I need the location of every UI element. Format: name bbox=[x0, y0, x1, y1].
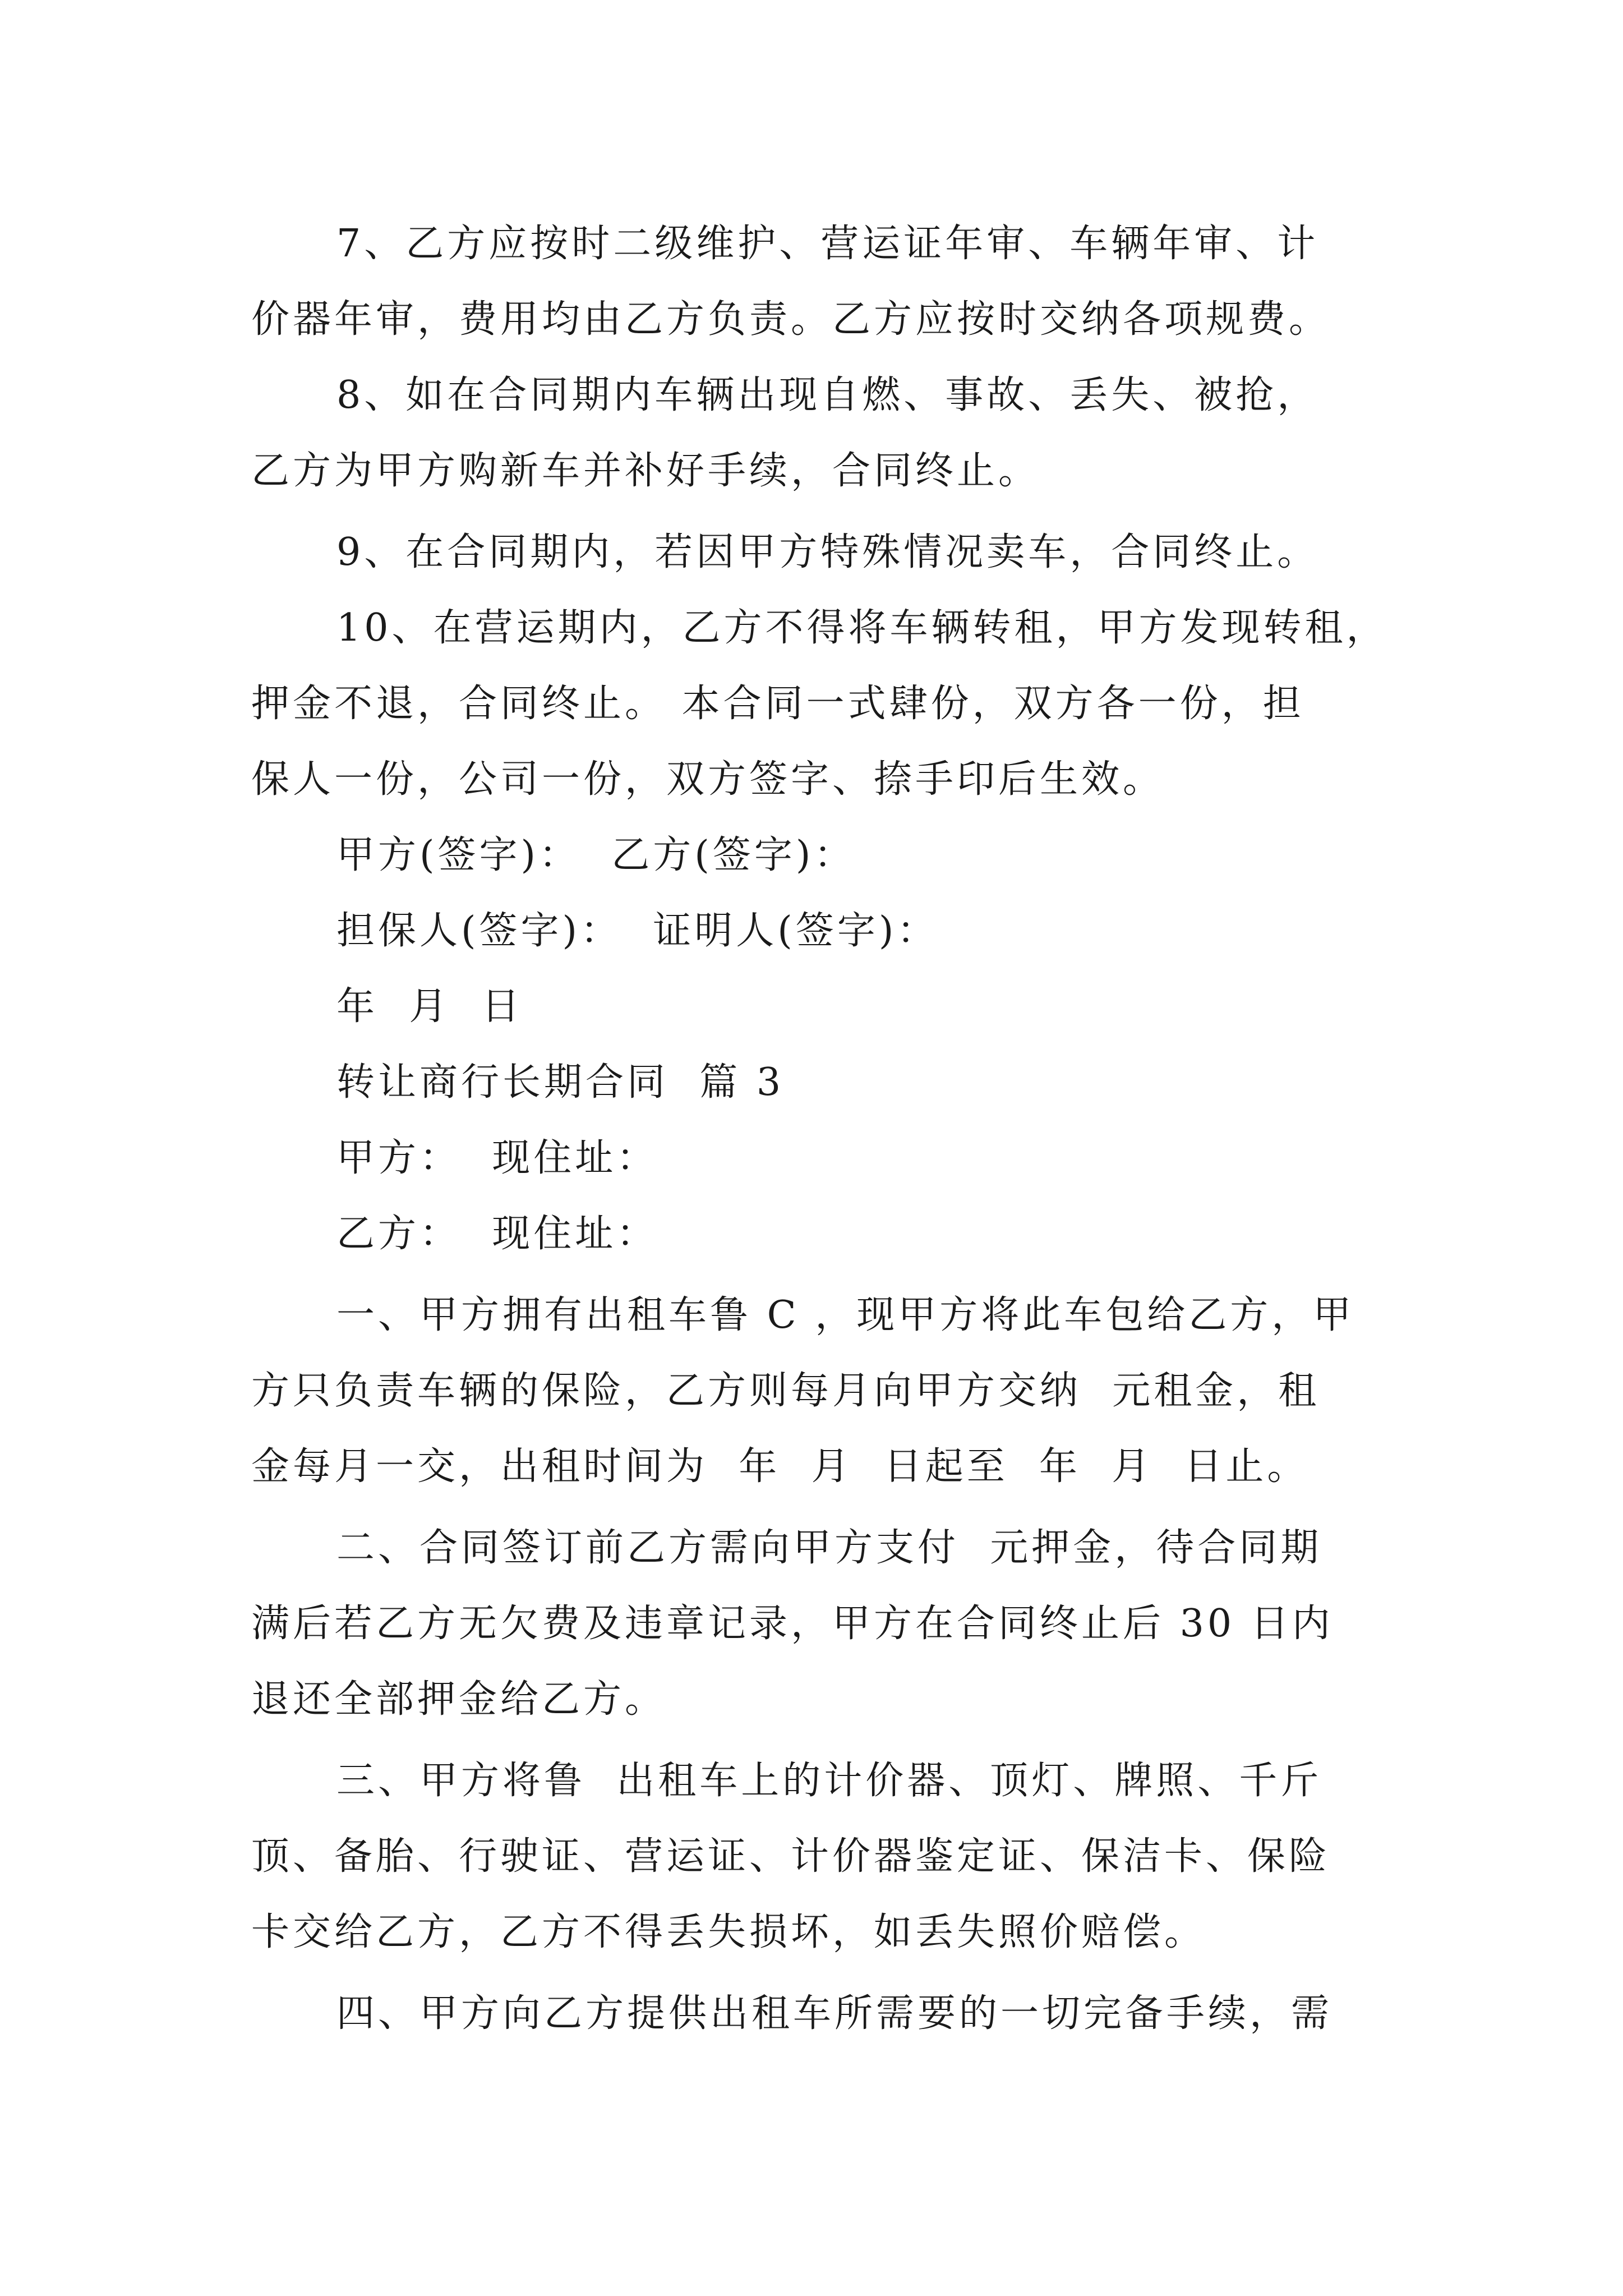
signature-line-guarantor: 担保人(签字)： 证明人(签字)： bbox=[336, 909, 939, 953]
text-line: 押金不退，合同终止。 本合同一式肆份，双方各一份，担 bbox=[251, 682, 1304, 726]
text-line: 8、如在合同期内车辆出现自燃、事故、丢失、被抢， bbox=[336, 373, 1319, 417]
party-a-address-line: 甲方： 现住址： bbox=[336, 1136, 658, 1180]
text-line: 价器年审，费用均由乙方负责。乙方应按时交纳各项规费。 bbox=[251, 297, 1331, 342]
text-line: 保人一份，公司一份，双方签字、捺手印后生效。 bbox=[251, 757, 1165, 802]
text-line: 退还全部押金给乙方。 bbox=[251, 1677, 667, 1722]
text-line: 一、甲方拥有出租车鲁 C ，现甲方将此车包给乙方，甲 bbox=[336, 1293, 1355, 1337]
text-line: 满后若乙方无欠费及违章记录，甲方在合同终止后 30 日内 bbox=[251, 1602, 1334, 1646]
text-line: 方只负责车辆的保险，乙方则每月向甲方交纳 元租金，租 bbox=[251, 1369, 1320, 1413]
text-line: 10、在营运期内，乙方不得将车辆转租，甲方发现转租， bbox=[336, 606, 1388, 650]
text-line: 乙方为甲方购新车并补好手续，合同终止。 bbox=[251, 449, 1040, 493]
text-line: 顶、备胎、行驶证、营运证、计价器鉴定证、保洁卡、保险 bbox=[251, 1834, 1331, 1879]
text-line: 金每月一交，出租时间为 年 月 日起至 年 月 日止。 bbox=[251, 1444, 1309, 1489]
text-line: 三、甲方将鲁 出租车上的计价器、顶灯、牌照、千斤 bbox=[336, 1759, 1322, 1803]
text-line: 7、乙方应按时二级维护、营运证年审、车辆年审、计 bbox=[336, 222, 1319, 266]
section-title: 转让商行长期合同 篇 3 bbox=[336, 1060, 785, 1105]
text-line: 二、合同签订前乙方需向甲方支付 元押金，待合同期 bbox=[336, 1526, 1322, 1570]
signature-line-parties: 甲方(签字)： 乙方(签字)： bbox=[336, 833, 856, 877]
party-b-address-line: 乙方： 现住址： bbox=[336, 1212, 658, 1256]
text-line: 9、在合同期内，若因甲方特殊情况卖车，合同终止。 bbox=[336, 530, 1319, 574]
text-line: 卡交给乙方，乙方不得丢失损坏，如丢失照价赔偿。 bbox=[251, 1910, 1206, 1954]
text-line: 四、甲方向乙方提供出租车所需要的一切完备手续，需 bbox=[336, 1991, 1333, 2036]
date-line: 年 月 日 bbox=[336, 984, 523, 1029]
